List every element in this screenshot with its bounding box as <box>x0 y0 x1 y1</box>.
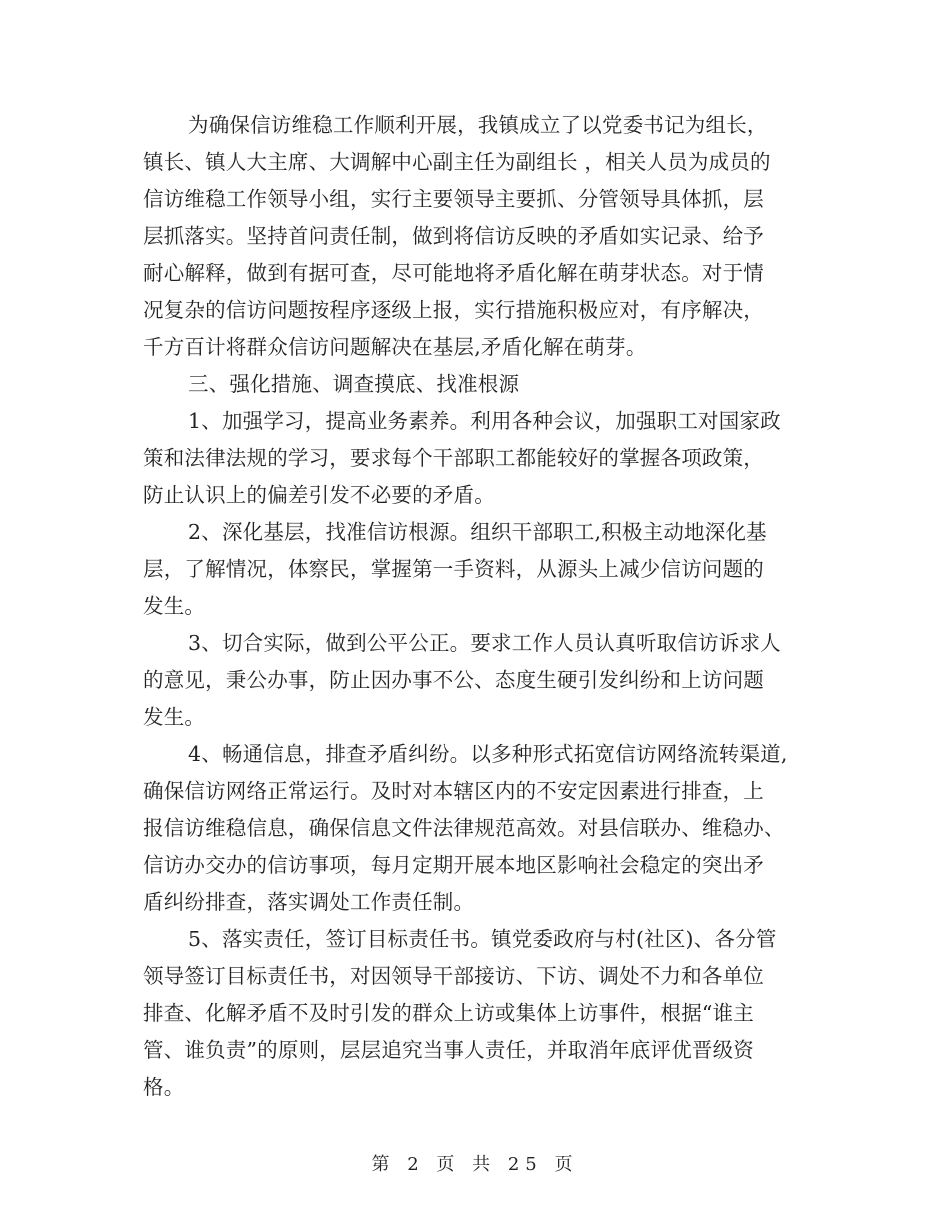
paragraph-line: 防止认识上的偏差引发不必要的矛盾。 <box>143 483 495 507</box>
paragraph-line: 排查、化解矛盾不及时引发的群众上访或集体上访事件，根据“谁主 <box>143 1001 754 1025</box>
paragraph-line: 发生。 <box>143 594 206 618</box>
paragraph-line: 策和法律法规的学习，要求每个干部职工都能较好的掌握各项政策， <box>143 446 764 470</box>
paragraph-line: 4、畅通信息，排查矛盾纠纷。以多种形式拓宽信访网络流转渠道, <box>188 742 788 766</box>
paragraph-line: 报信访维稳信息，确保信息文件法律规范高效。对县信联办、维稳办、 <box>143 816 785 840</box>
paragraph-line: 确保信访网络正常运行。及时对本辖区内的不安定因素进行排查，上 <box>143 779 764 803</box>
paragraph-line: 镇长、镇人大主席、大调解中心副主任为副组长 ，相关人员为成员的 <box>143 150 771 174</box>
paragraph-line: 盾纠纷排查，落实调处工作责任制。 <box>143 890 475 914</box>
paragraph-line: 管、谁负责”的原则，层层追究当事人责任，并取消年底评优晋级资 <box>143 1038 754 1062</box>
paragraph-line: 5、落实责任，签订目标责任书。镇党委政府与村(社区)、各分管 <box>188 927 777 951</box>
paragraph-line: 发生。 <box>143 705 206 729</box>
paragraph-line: 千方百计将群众信访问题解决在基层,矛盾化解在萌芽。 <box>143 335 647 359</box>
paragraph-line: 信访办交办的信访事项，每月定期开展本地区影响社会稳定的突出矛 <box>143 853 764 877</box>
paragraph-line: 信访维稳工作领导小组，实行主要领导主要抓、分管领导具体抓，层 <box>143 187 764 211</box>
paragraph-line: 的意见，秉公办事，防止因办事不公、态度生硬引发纠纷和上访问题 <box>143 668 764 692</box>
section-heading: 三、强化措施、调查摸底、找准根源 <box>188 372 520 396</box>
paragraph-line: 况复杂的信访问题按程序逐级上报，实行措施积极应对，有序解决， <box>143 298 764 322</box>
paragraph-line: 格。 <box>143 1075 185 1099</box>
paragraph-line: 1、加强学习，提高业务素养。利用各种会议，加强职工对国家政 <box>188 409 781 433</box>
paragraph-line: 层，了解情况，体察民，掌握第一手资料，从源头上减少信访问题的 <box>143 557 764 581</box>
paragraph-line: 3、切合实际，做到公平公正。要求工作人员认真听取信访诉求人 <box>188 631 781 655</box>
page-number-footer: 第 2 页 共 25 页 <box>371 1154 579 1175</box>
paragraph-line: 领导签订目标责任书，对因领导干部接访、下访、调处不力和各单位 <box>143 964 764 988</box>
paragraph-line: 为确保信访维稳工作顺利开展，我镇成立了以党委书记为组长， <box>188 113 768 137</box>
document-body <box>143 107 828 1106</box>
paragraph-line: 2、深化基层，找准信访根源。组织干部职工,积极主动地深化基 <box>188 520 767 544</box>
paragraph-line: 耐心解释，做到有据可查，尽可能地将矛盾化解在萌芽状态。对于情 <box>143 261 764 285</box>
paragraph-line: 层抓落实。坚持首问责任制，做到将信访反映的矛盾如实记录、给予 <box>143 224 764 248</box>
